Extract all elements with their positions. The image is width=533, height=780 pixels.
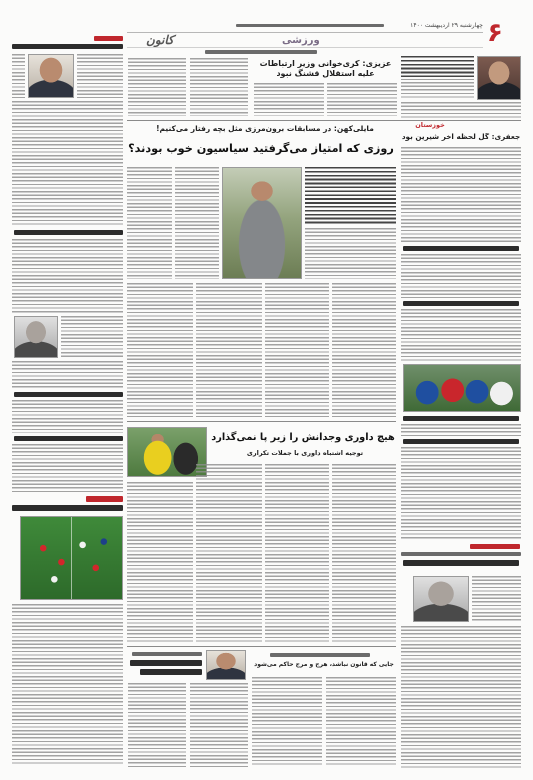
- body-text-column: [401, 82, 474, 100]
- header-rule: [127, 32, 483, 33]
- body-text-column: [401, 424, 521, 436]
- body-text-column: [401, 254, 521, 298]
- section-label-right: [470, 544, 520, 549]
- body-text-column: [401, 309, 521, 362]
- body-text-column: [12, 361, 123, 389]
- section-label-world: [86, 496, 123, 502]
- body-text-column: [12, 101, 123, 227]
- mayeli-headline: روزی که امتیاز می‌گرفتید سیاسیون خوب بودند؟: [128, 142, 394, 155]
- body-text-column: [401, 626, 521, 768]
- story-headline: [130, 660, 202, 666]
- body-text-column: [305, 228, 396, 279]
- section-label-left: [94, 36, 123, 41]
- photo-soccer-match: [20, 516, 123, 600]
- mayeli-kicker: مایلی‌کهن: در مسابقات برون‌مرزی مثل بچه رفتار می‌کنیم!: [156, 124, 374, 133]
- photo-mayeli-kohan: [222, 167, 302, 279]
- body-text-column: [128, 58, 186, 116]
- body-text-column: [401, 147, 521, 243]
- body-text-column: [190, 683, 248, 767]
- body-text-column: [196, 464, 262, 642]
- body-text-column: [127, 167, 172, 279]
- body-text-column: [127, 283, 193, 417]
- photo-portrait: [28, 54, 74, 98]
- lead-text: [401, 56, 474, 80]
- body-text-column: [327, 83, 397, 116]
- body-text-column: [128, 683, 186, 767]
- body-text-column: [175, 167, 219, 279]
- law-headline: جایی که قانون نباشد، هرج و مرج حاکم می‌شود: [254, 661, 394, 668]
- body-text-column: [12, 54, 25, 98]
- story-kicker: [205, 50, 317, 54]
- body-text-column: [332, 464, 396, 642]
- story-subhead: [403, 416, 519, 421]
- section-name: ورزشی: [282, 35, 320, 46]
- body-text-column: [127, 482, 193, 642]
- body-text-column: [326, 677, 396, 767]
- story-headline: [14, 436, 123, 441]
- story-kicker: [270, 653, 370, 657]
- story-headline: [12, 505, 123, 511]
- section-divider: [127, 421, 396, 422]
- body-text-column: [401, 102, 521, 118]
- body-text-column: [61, 316, 123, 358]
- issue-date: چهارشنبه ۲۹ اردیبهشت ۱۴۰۰: [410, 22, 483, 29]
- referee-headline: هیچ داوری وجدانش را زیر پا نمی‌گذارد: [211, 432, 395, 443]
- photo-referee: [127, 427, 207, 477]
- body-text-column: [12, 604, 123, 766]
- page-number: ۶: [487, 18, 503, 48]
- photo-soccer-players: [403, 364, 521, 412]
- section-divider: [127, 646, 396, 647]
- story-kicker: [401, 552, 521, 556]
- body-text-column: [332, 283, 396, 417]
- issue-info-line: [236, 24, 384, 27]
- lead-text: [305, 167, 396, 225]
- body-text-column: [12, 444, 123, 492]
- body-text-column: [196, 283, 262, 417]
- story-headline-left-top: [12, 44, 123, 49]
- photo-portrait: [206, 650, 246, 680]
- story-headline: [140, 669, 202, 675]
- body-text-column: [265, 283, 329, 417]
- story-subhead: [403, 301, 519, 306]
- jafari-headline: جعفری: گل لحظه آخر شیرین بود: [401, 133, 521, 141]
- story-subhead: [403, 246, 519, 251]
- header-rule-lower: [127, 47, 483, 48]
- story-headline: [14, 230, 123, 235]
- body-text-column: [252, 677, 322, 767]
- body-text-column: [472, 576, 521, 622]
- story-kicker: [132, 652, 202, 656]
- region-label: خوزستان: [415, 122, 445, 129]
- body-text-column: [12, 239, 123, 313]
- story-subhead: [403, 439, 519, 444]
- photo-portrait: [477, 56, 521, 100]
- story-headline: [403, 560, 519, 566]
- photo-portrait: [413, 576, 469, 622]
- azizi-headline: عزیزی: کری‌خوانی وزیر ارتباطات علیه استقلال قشنگ نبود: [259, 59, 392, 78]
- photo-portrait: [14, 316, 58, 358]
- referee-subhead: توجیه اشتباه داوری با جملات تکراری: [246, 450, 364, 457]
- body-text-column: [265, 464, 329, 642]
- body-text-column: [254, 83, 324, 116]
- story-headline: [14, 392, 123, 397]
- section-divider: [127, 120, 521, 121]
- body-text-column: [190, 58, 248, 116]
- body-text-column: [401, 447, 521, 540]
- column-title: کانون: [146, 33, 174, 47]
- body-text-column: [77, 54, 123, 98]
- body-text-column: [12, 400, 123, 433]
